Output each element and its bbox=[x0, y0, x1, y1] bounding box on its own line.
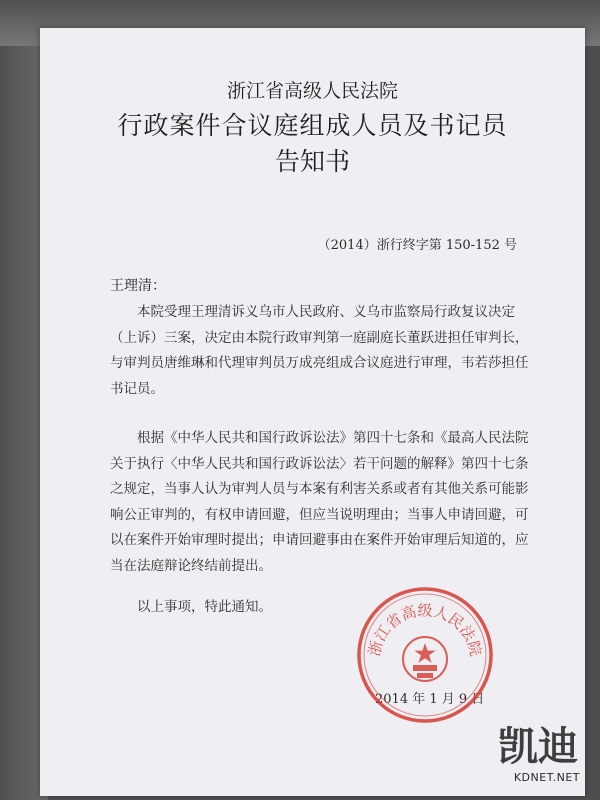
national-emblem-icon bbox=[403, 637, 447, 681]
paragraph-closing: 以上事项，特此通知。 bbox=[137, 599, 272, 615]
court-seal bbox=[353, 583, 497, 727]
paragraph-legal-basis: 根据《中华人民共和国行政诉讼法》第四十七条和《最高人民法院关于执行〈中华人民共和国行政诉讼法〉若干问题的解释》第四十七条之规定，当事人认为审判人员与本案有利害关系或者有其他关系可能影响公正审判的，有权申请回避，但应当说明理由；当事人申请回避，可以在案件开始审理时提出；申请回避事由在案件开始审理后知道的，应当在法庭辩论终结前提出。 bbox=[110, 430, 529, 574]
watermark-logo: 凯迪 bbox=[498, 724, 578, 770]
addressee: 王理清： bbox=[110, 278, 166, 294]
document-page bbox=[40, 28, 585, 796]
site-watermark bbox=[482, 700, 592, 790]
watermark-site: KDNET.NET bbox=[513, 771, 580, 784]
case-number: （2014）浙行终字第 150-152 号 bbox=[317, 238, 517, 253]
seal-text: 浙江省高级人民法院 bbox=[365, 601, 485, 659]
document-title: 行政案件合议庭组成人员及书记员 bbox=[117, 111, 508, 140]
court-name: 浙江省高级人民法院 bbox=[226, 80, 398, 102]
paragraph-court-composition: 本院受理王理清诉义乌市人民政府、义乌市监察局行政复议决定（上诉）三案，决定由本院行政审判第一庭副庭长董跃进担任审判长，与审判员唐维琳和代理审判员万成亮组成合议庭进行审理，韦若莎担任书记员。 bbox=[110, 304, 529, 397]
document-date: 2014 年 1 月 9 日 bbox=[375, 692, 485, 707]
document-subtitle: 告知书 bbox=[274, 147, 350, 176]
